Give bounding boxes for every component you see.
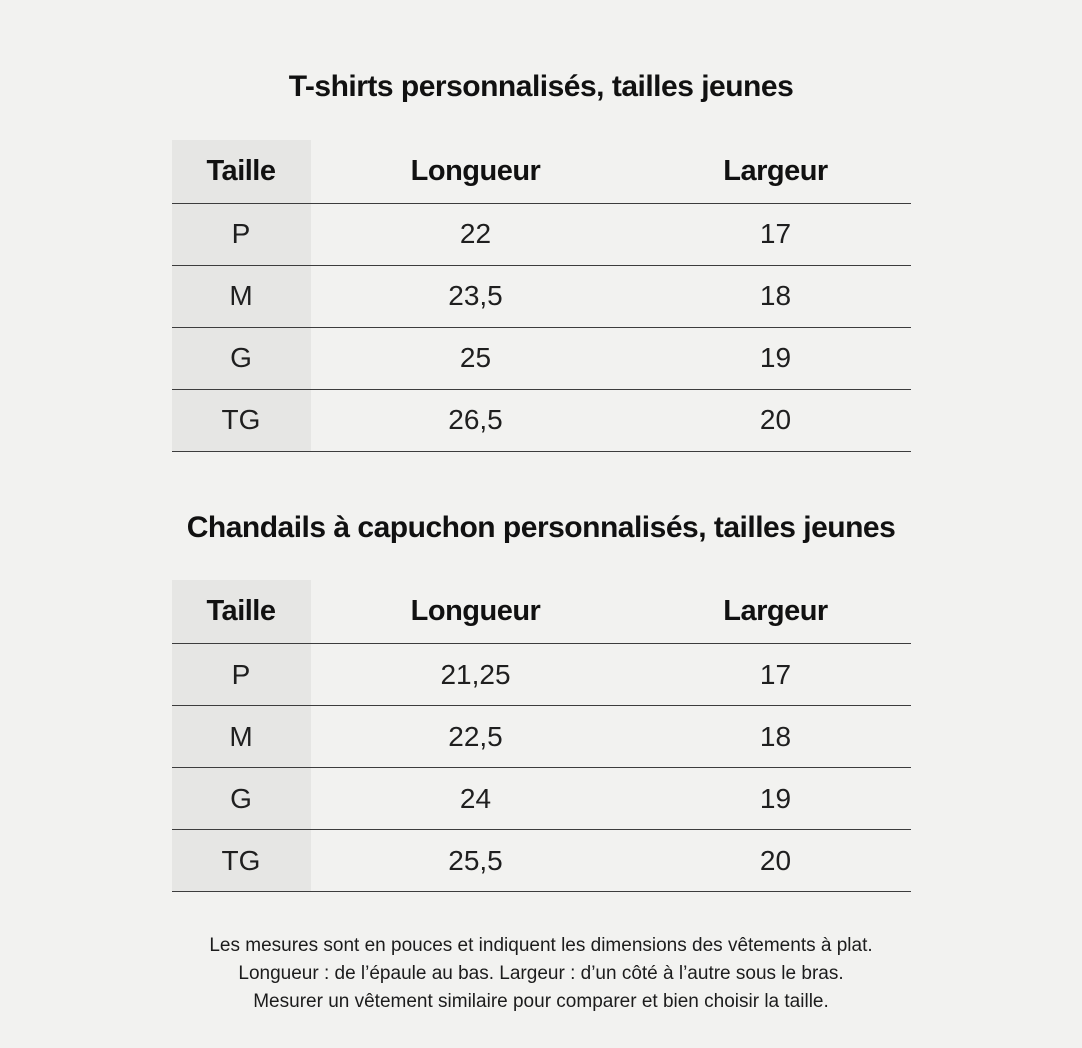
table-header-row: [172, 580, 911, 644]
size-label-cell: TG: [172, 389, 311, 451]
hoodie-table-title: Chandails à capuchon personnalisés, tailles jeunes: [186, 510, 896, 544]
size-label-cell: P: [172, 644, 311, 706]
largeur-value-cell: 18: [641, 706, 911, 768]
largeur-value-cell: 20: [641, 830, 911, 892]
largeur-value-cell: 18: [641, 265, 911, 327]
table-row: [172, 203, 911, 265]
table-row: [172, 706, 911, 768]
table-row: [172, 265, 911, 327]
column-header-longueur: Longueur: [311, 580, 641, 644]
column-header-largeur: Largeur: [641, 580, 911, 644]
table-row: [172, 768, 911, 830]
longueur-value-cell: 21,25: [311, 644, 641, 706]
table-row: [172, 389, 911, 451]
table-row: [172, 830, 911, 892]
largeur-value-cell: 20: [641, 389, 911, 451]
hoodie-size-table: [172, 580, 911, 892]
table-row: [172, 327, 911, 389]
size-label-cell: P: [172, 203, 311, 265]
size-label-cell: G: [172, 768, 311, 830]
hoodie-size-section: [0, 452, 1082, 893]
size-label-cell: M: [172, 265, 311, 327]
largeur-value-cell: 17: [641, 203, 911, 265]
size-label-cell: G: [172, 327, 311, 389]
measurement-note-line: Longueur : de l’épaule au bas. Largeur : d’un côté à l’autre sous le bras.: [238, 963, 844, 984]
table-row: [172, 644, 911, 706]
longueur-value-cell: 26,5: [311, 389, 641, 451]
largeur-value-cell: 17: [641, 644, 911, 706]
table-header-row: [172, 140, 911, 204]
longueur-value-cell: 25: [311, 327, 641, 389]
measurement-note-line: Les mesures sont en pouces et indiquent les dimensions des vêtements à plat.: [209, 935, 873, 956]
largeur-value-cell: 19: [641, 768, 911, 830]
column-header-taille: Taille: [172, 580, 311, 644]
column-header-largeur: Largeur: [641, 140, 911, 204]
size-label-cell: TG: [172, 830, 311, 892]
column-header-taille: Taille: [172, 140, 311, 204]
size-label-cell: M: [172, 706, 311, 768]
measurement-note: [131, 932, 951, 1016]
longueur-value-cell: 25,5: [311, 830, 641, 892]
longueur-value-cell: 22,5: [311, 706, 641, 768]
tshirt-size-table: [172, 140, 911, 452]
tshirt-size-section: [0, 0, 1082, 452]
longueur-value-cell: 22: [311, 203, 641, 265]
longueur-value-cell: 24: [311, 768, 641, 830]
column-header-longueur: Longueur: [311, 140, 641, 204]
tshirt-table-title: T-shirts personnalisés, tailles jeunes: [288, 70, 794, 103]
longueur-value-cell: 23,5: [311, 265, 641, 327]
largeur-value-cell: 19: [641, 327, 911, 389]
measurement-note-line: Mesurer un vêtement similaire pour comparer et bien choisir la taille.: [253, 991, 829, 1012]
